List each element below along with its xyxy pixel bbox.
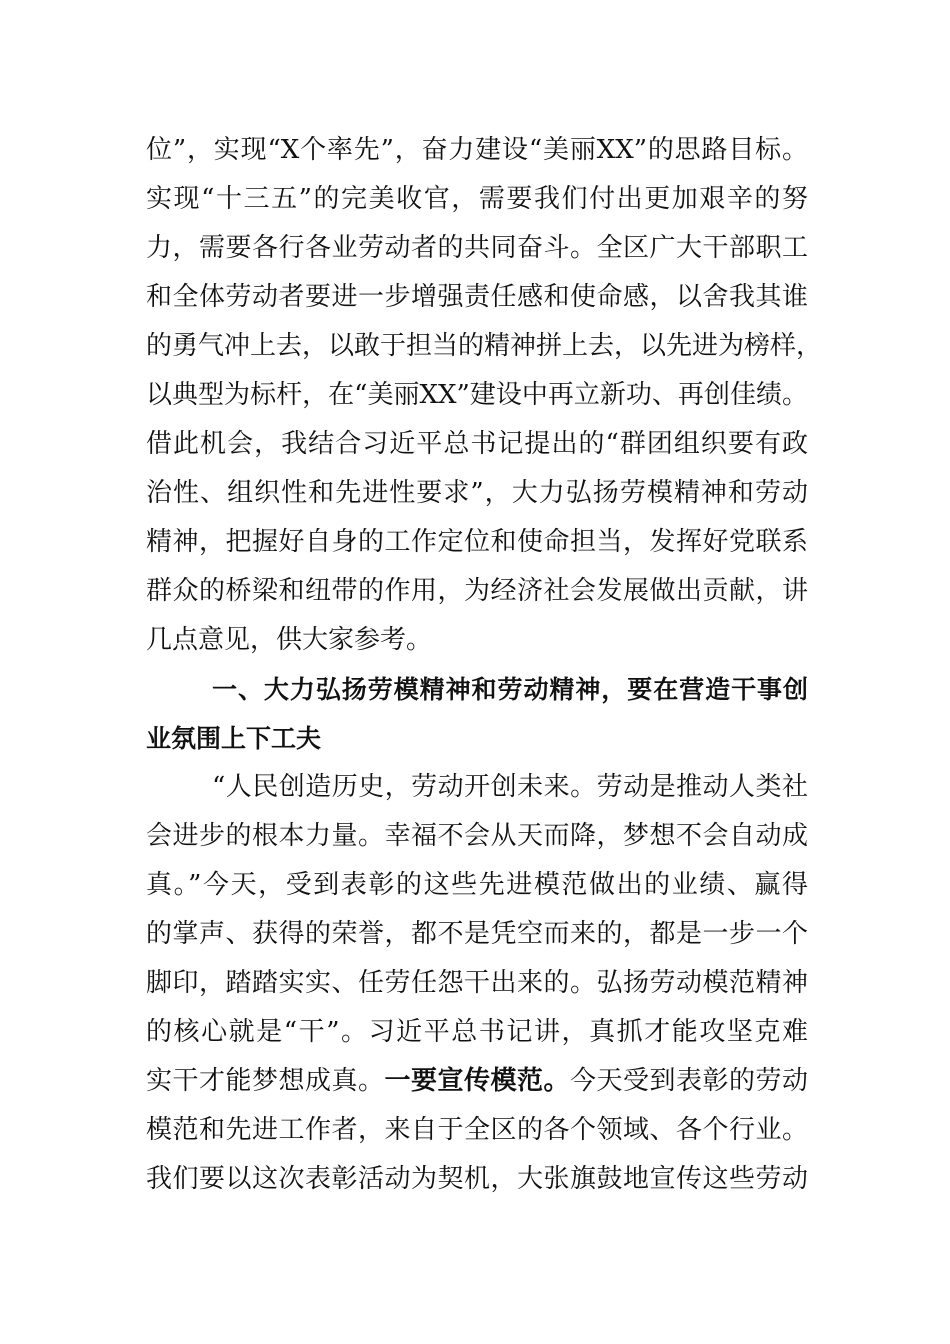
text-line: 的核心就是“干”。习近平总书记讲，真抓才能攻坚克难 [146, 1017, 808, 1047]
section-heading: 业氛围上下工夫 [146, 724, 322, 753]
text-line: 的勇气冲上去，以敢于担当的精神拼上去，以先进为榜样， [146, 331, 823, 361]
text-line: 模范和先进工作者，来自于全区的各个领域、各个行业。 [146, 1115, 808, 1145]
text-line: 和全体劳动者要进一步增强责任感和使命感，以舍我其谁 [146, 282, 808, 312]
text-line: 借此机会，我结合习近平总书记提出的“群团组织要有政 [146, 429, 808, 459]
text-line: 力，需要各行各业劳动者的共同奋斗。全区广大干部职工 [146, 233, 808, 263]
text-line: 位”，实现“X个率先”，奋力建设“美丽XX”的思路目标。 [146, 135, 808, 165]
text-line: 群众的桥梁和纽带的作用，为经济社会发展做出贡献，讲 [146, 576, 808, 606]
text-line: “人民创造历史，劳动开创未来。劳动是推动人类社 [212, 772, 808, 802]
text-line: 会进步的根本力量。幸福不会从天而降，梦想不会自动成 [146, 821, 808, 851]
bold-key-point: 一要宣传模范。 [384, 1066, 570, 1096]
text-line: 的掌声、获得的荣誉，都不是凭空而来的，都是一步一个 [146, 919, 808, 949]
body-text [146, 126, 823, 1204]
text-line: 脚印，踏踏实实、任劳任怨干出来的。弘扬劳动模范精神 [146, 968, 808, 998]
section-heading: 一、大力弘扬劳模精神和劳动精神，要在营造干事创 [212, 675, 808, 704]
text-line: 以典型为标杆，在“美丽XX”建设中再立新功、再创佳绩。 [146, 380, 808, 410]
text-segment: 今天受到表彰的劳动 [569, 1066, 808, 1096]
text-segment: 实干才能梦想成真。 [146, 1066, 385, 1096]
text-line: 实现“十三五”的完美收官，需要我们付出更加艰辛的努 [146, 184, 808, 214]
text-line [146, 1057, 808, 1106]
text-line: 治性、组织性和先进性要求”，大力弘扬劳模精神和劳动 [146, 478, 808, 508]
text-line: 我们要以这次表彰活动为契机，大张旗鼓地宣传这些劳动 [146, 1164, 808, 1194]
text-line: 精神，把握好自身的工作定位和使命担当，发挥好党联系 [146, 527, 808, 557]
text-line: 真。”今天，受到表彰的这些先进模范做出的业绩、赢得 [146, 870, 808, 900]
text-line: 几点意见，供大家参考。 [146, 625, 433, 655]
